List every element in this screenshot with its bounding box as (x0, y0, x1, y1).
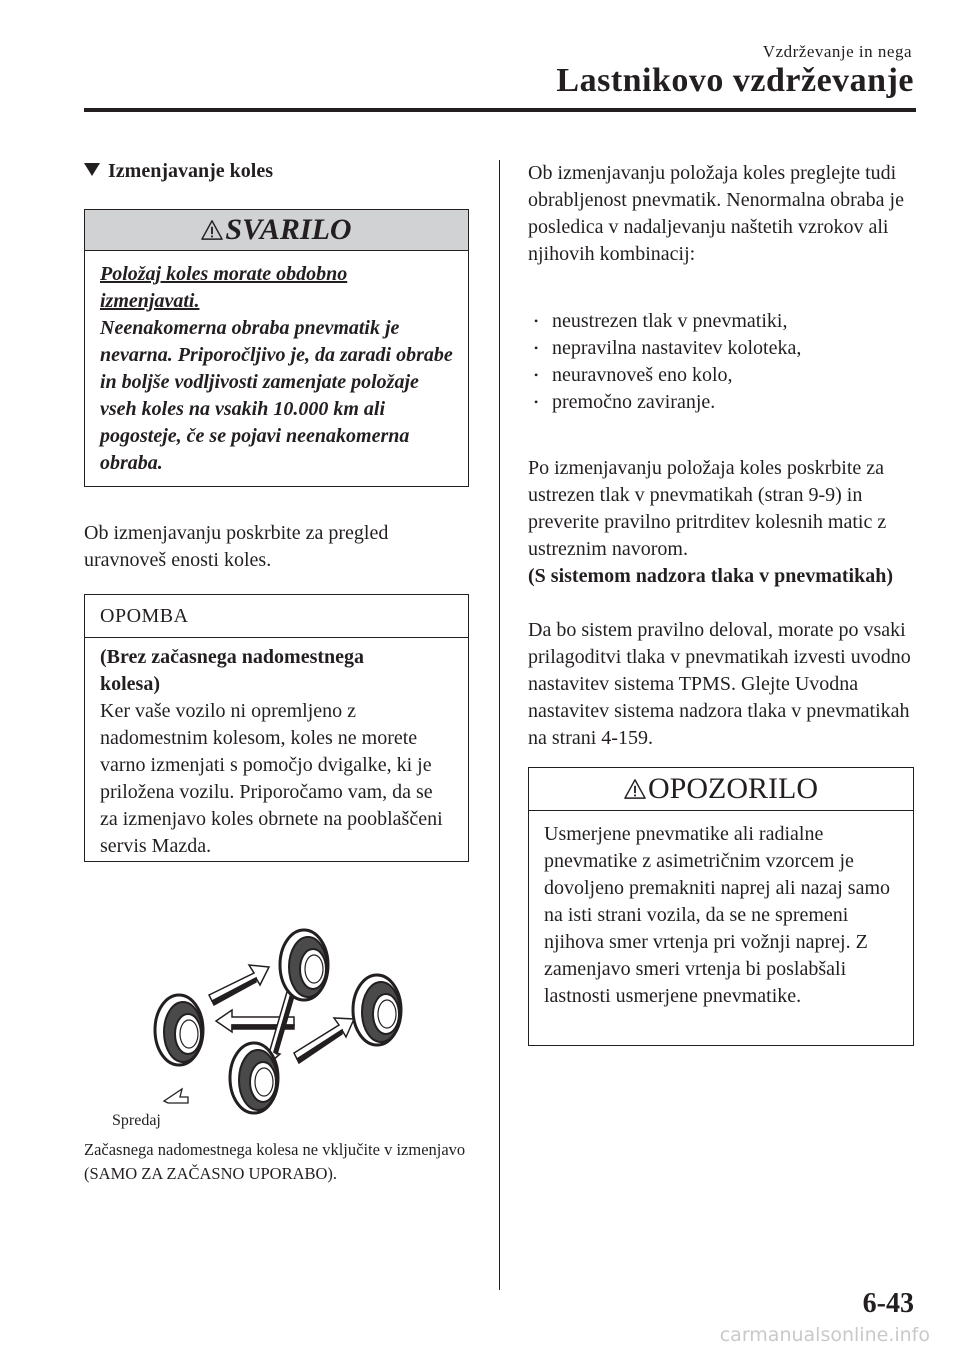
paragraph-wear: Ob izmenjavanju položaja koles preglejte tudi obrabljenost pnevmatik. Nenormalna obraba je posledica v nadaljevanju naštetih vzrokov ali njihovih kombinacij: (528, 162, 904, 265)
opomba-text: Ker vaše vozilo ni opremljeno z nadomestnim kolesom, koles ne morete varno izmenjati s pomočjo dvigalke, ki je priložena vozilu. Priporočamo vam, da se za izmenjavo koles obrnete na pooblaščeni servis Mazda. (100, 700, 443, 857)
svarilo-title: SVARILO (225, 213, 352, 246)
opozorilo-header (529, 768, 913, 811)
tire-rotation-diagram (84, 915, 469, 1130)
chapter-title: Vzdrževanje in nega (762, 42, 912, 61)
paragraph-balance: Ob izmenjavanju poskrbite za pregled uravnoveš enosti koles. (84, 522, 389, 571)
tire-front-left (280, 930, 328, 1000)
svarilo-box (84, 209, 469, 487)
opomba-box (84, 594, 469, 862)
page-number: 6-43 (862, 1288, 914, 1319)
svarilo-text: Neenakomerna obraba pnevmatik je nevarna. Priporočljivo je, da zaradi obrabe in boljše vodljivosti zamenjate položaje vseh koles na vsakih 10.000 km ali pogosteje, če se pojavi neenakomerna obraba. (100, 317, 453, 474)
section-title-text: Izmenjavanje koles (108, 160, 273, 182)
section-title (84, 160, 469, 183)
paragraph-tpms: Da bo sistem pravilno deloval, morate po vsaki prilagoditvi tlaka v pnevmatikah izvesti uvodno nastavitev sistema TPMS. Glejte Uvodna nastavitev sistema nadzora tlaka v pnevmatikah na strani 4-159. (528, 619, 911, 749)
warning-triangle-icon (624, 778, 646, 800)
list-item: • neustrezen tlak v pnevmatiki, (528, 308, 914, 335)
figure-label: Spredaj (112, 1112, 161, 1129)
opozorilo-body (529, 811, 913, 1022)
section-header: Lastnikovo vzdrževanje (556, 62, 914, 99)
list-item: • premočno zaviranje. (528, 389, 914, 416)
front-pointer-icon (164, 1089, 188, 1103)
tire-rear-left (155, 995, 203, 1065)
opozorilo-title: OPOZORILO (648, 772, 818, 805)
opozorilo-text: Usmerjene pnevmatike ali radialne pnevmatike z asimetričnim vzorcem je dovoljeno premakniti naprej ali nazaj samo na isti strani vozila, da se ne spremeni njihova smer vrtenja pri vožnji naprej. Z zamenjavo smeri vrtenja bi poslabšali lastnosti usmerjene pnevmatike. (544, 823, 890, 1007)
tpms-heading: (S sistemom nadzora tlaka v pnevmatikah) (528, 565, 894, 587)
watermark: carmanualsonline.info (719, 1324, 930, 1346)
triangle-down-icon (84, 163, 100, 176)
causes-list (528, 308, 914, 416)
tire-front-right (353, 975, 401, 1045)
svarilo-body (85, 251, 468, 489)
tire-rear-right (230, 1043, 278, 1113)
svarilo-lead: Položaj koles morate obdobno izmenjavati. (100, 263, 348, 312)
opozorilo-box (528, 767, 914, 1046)
opomba-header (85, 595, 468, 638)
opomba-subtitle: (Brez začasnega nadomestnega kolesa) (100, 646, 365, 695)
figure-caption: Začasnega nadomestnega kolesa ne vključite v izmenjavo (SAMO ZA ZAČASNO UPORABO). (84, 1140, 466, 1183)
list-item: • nepravilna nastavitev koloteka, (528, 335, 914, 362)
svarilo-header (85, 210, 468, 251)
opomba-title: OPOMBA (100, 604, 189, 627)
list-item: • neuravnoveš eno kolo, (528, 362, 914, 389)
opomba-body (85, 638, 468, 872)
column-divider (499, 160, 500, 1290)
header-rule (84, 108, 916, 112)
paragraph-pressure: Po izmenjavanju položaja koles poskrbite za ustrezen tlak v pnevmatikah (stran 9-9) in preverite pravilno pritrditev kolesnih matic z ustreznim navorom. (528, 457, 887, 560)
warning-triangle-icon (201, 219, 223, 241)
